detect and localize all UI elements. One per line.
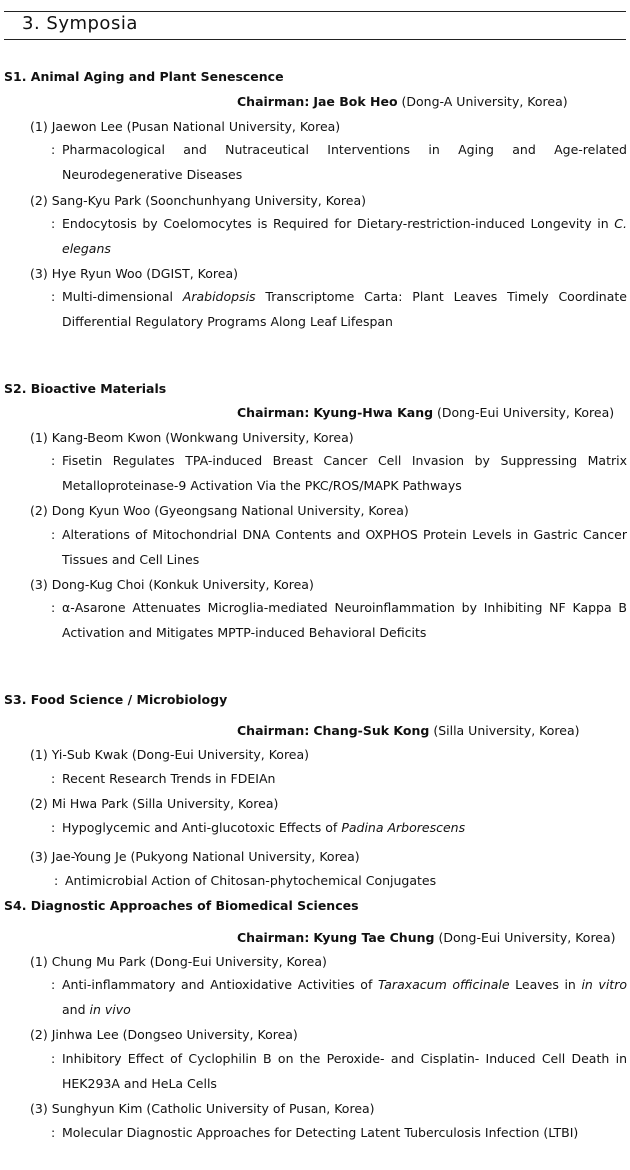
speaker-name: Sunghyun Kim (Catholic University of Pusan, Korea) <box>51 1101 375 1116</box>
talk-speaker <box>30 503 409 518</box>
talk-speaker <box>30 849 360 864</box>
session-chair <box>237 94 568 109</box>
chair-label: Chairman: <box>237 723 310 738</box>
talk-number: (3) <box>30 1101 48 1116</box>
chair-affiliation: (Dong-Eui University, Korea) <box>437 405 615 420</box>
talk-number: (2) <box>30 1027 48 1042</box>
talk-speaker <box>30 266 238 281</box>
page-title-bar <box>4 11 626 40</box>
talk-title: : Pharmacological and Nutraceutical Interventions in Aging and Age-related Neurodegenerative Diseases <box>51 142 627 182</box>
talk-title: : α-Asarone Attenuates Microglia-mediated Neuroinflammation by Inhibiting NF Kappa B Activation and Mitigates MPTP-induced Behavioral Deficits <box>51 600 627 640</box>
talk-speaker <box>30 796 278 811</box>
talk-number: (1) <box>30 119 48 134</box>
speaker-name: Chung Mu Park (Dong-Eui University, Korea) <box>51 954 327 969</box>
chair-affiliation: (Dong-A University, Korea) <box>401 94 568 109</box>
chair-label: Chairman: <box>237 930 310 945</box>
speaker-name: Yi-Sub Kwak (Dong-Eui University, Korea) <box>51 747 310 762</box>
speaker-name: Hye Ryun Woo (DGIST, Korea) <box>51 266 238 281</box>
talk-speaker <box>30 577 314 592</box>
talk-speaker <box>30 193 366 208</box>
talk-title: : Hypoglycemic and Anti-glucotoxic Effects of Padina Arborescens <box>51 820 466 835</box>
talk-number: (3) <box>30 849 48 864</box>
talk-title: : Anti-inflammatory and Antioxidative Activities of Taraxacum officinale Leaves in in vitro and in vivo <box>51 977 627 1017</box>
talk-title: : Antimicrobial Action of Chitosan-phytochemical Conjugates <box>54 873 437 888</box>
talk-number: (2) <box>30 796 48 811</box>
talk-title: : Molecular Diagnostic Approaches for Detecting Latent Tuberculosis Infection (LTBI) <box>51 1125 579 1140</box>
talk-number: (1) <box>30 430 48 445</box>
talk-speaker <box>30 747 309 762</box>
speaker-name: Kang-Beom Kwon (Wonkwang University, Korea) <box>51 430 354 445</box>
session-title: S1. Animal Aging and Plant Senescence <box>4 69 284 84</box>
speaker-name: Mi Hwa Park (Silla University, Korea) <box>51 796 279 811</box>
session-chair <box>237 405 614 420</box>
chair-affiliation: (Dong-Eui University, Korea) <box>438 930 616 945</box>
speaker-name: Dong Kyun Woo (Gyeongsang National University, Korea) <box>51 503 409 518</box>
chair-label: Chairman: <box>237 94 310 109</box>
session-chair <box>237 723 580 738</box>
talk-title: : Inhibitory Effect of Cyclophilin B on the Peroxide- and Cisplatin- Induced Cell Death in HEK293A and HeLa Cells <box>51 1051 627 1091</box>
chair-affiliation: (Silla University, Korea) <box>433 723 580 738</box>
talk-speaker <box>30 119 340 134</box>
talk-number: (1) <box>30 954 48 969</box>
page-title: 3. Symposia <box>22 13 138 34</box>
session-title: S3. Food Science / Microbiology <box>4 692 228 707</box>
chair-name: Kyung-Hwa Kang <box>313 405 434 420</box>
talk-number: (3) <box>30 577 48 592</box>
talk-speaker <box>30 430 354 445</box>
talk-title: : Fisetin Regulates TPA-induced Breast Cancer Cell Invasion by Suppressing Matrix Metalloproteinase-9 Activation Via the PKC/ROS/MAPK Pathways <box>51 453 627 493</box>
talk-speaker <box>30 1027 298 1042</box>
talk-title: : Alterations of Mitochondrial DNA Contents and OXPHOS Protein Levels in Gastric Cancer Tissues and Cell Lines <box>51 527 627 567</box>
chair-name: Jae Bok Heo <box>313 94 398 109</box>
chair-label: Chairman: <box>237 405 310 420</box>
speaker-name: Sang-Kyu Park (Soonchunhyang University, Korea) <box>51 193 367 208</box>
talk-number: (3) <box>30 266 48 281</box>
talk-speaker <box>30 1101 375 1116</box>
speaker-name: Jaewon Lee (Pusan National University, Korea) <box>51 119 341 134</box>
speaker-name: Jinhwa Lee (Dongseo University, Korea) <box>51 1027 298 1042</box>
talk-number: (2) <box>30 193 48 208</box>
chair-name: Chang-Suk Kong <box>313 723 430 738</box>
talk-speaker <box>30 954 327 969</box>
chair-name: Kyung Tae Chung <box>313 930 435 945</box>
session-title: S4. Diagnostic Approaches of Biomedical Sciences <box>4 898 359 913</box>
session-title: S2. Bioactive Materials <box>4 381 167 396</box>
talk-title: : Endocytosis by Coelomocytes is Required for Dietary-restriction-induced Longevity in C. elegans <box>51 216 627 256</box>
talk-number: (2) <box>30 503 48 518</box>
speaker-name: Dong-Kug Choi (Konkuk University, Korea) <box>51 577 314 592</box>
speaker-name: Jae-Young Je (Pukyong National University, Korea) <box>51 849 360 864</box>
talk-title: : Recent Research Trends in FDEIAn <box>51 771 276 786</box>
session-chair <box>237 930 616 945</box>
talk-number: (1) <box>30 747 48 762</box>
talk-title: : Multi-dimensional Arabidopsis Transcriptome Carta: Plant Leaves Timely Coordinate Differential Regulatory Programs Along Leaf Lifespan <box>51 289 627 329</box>
